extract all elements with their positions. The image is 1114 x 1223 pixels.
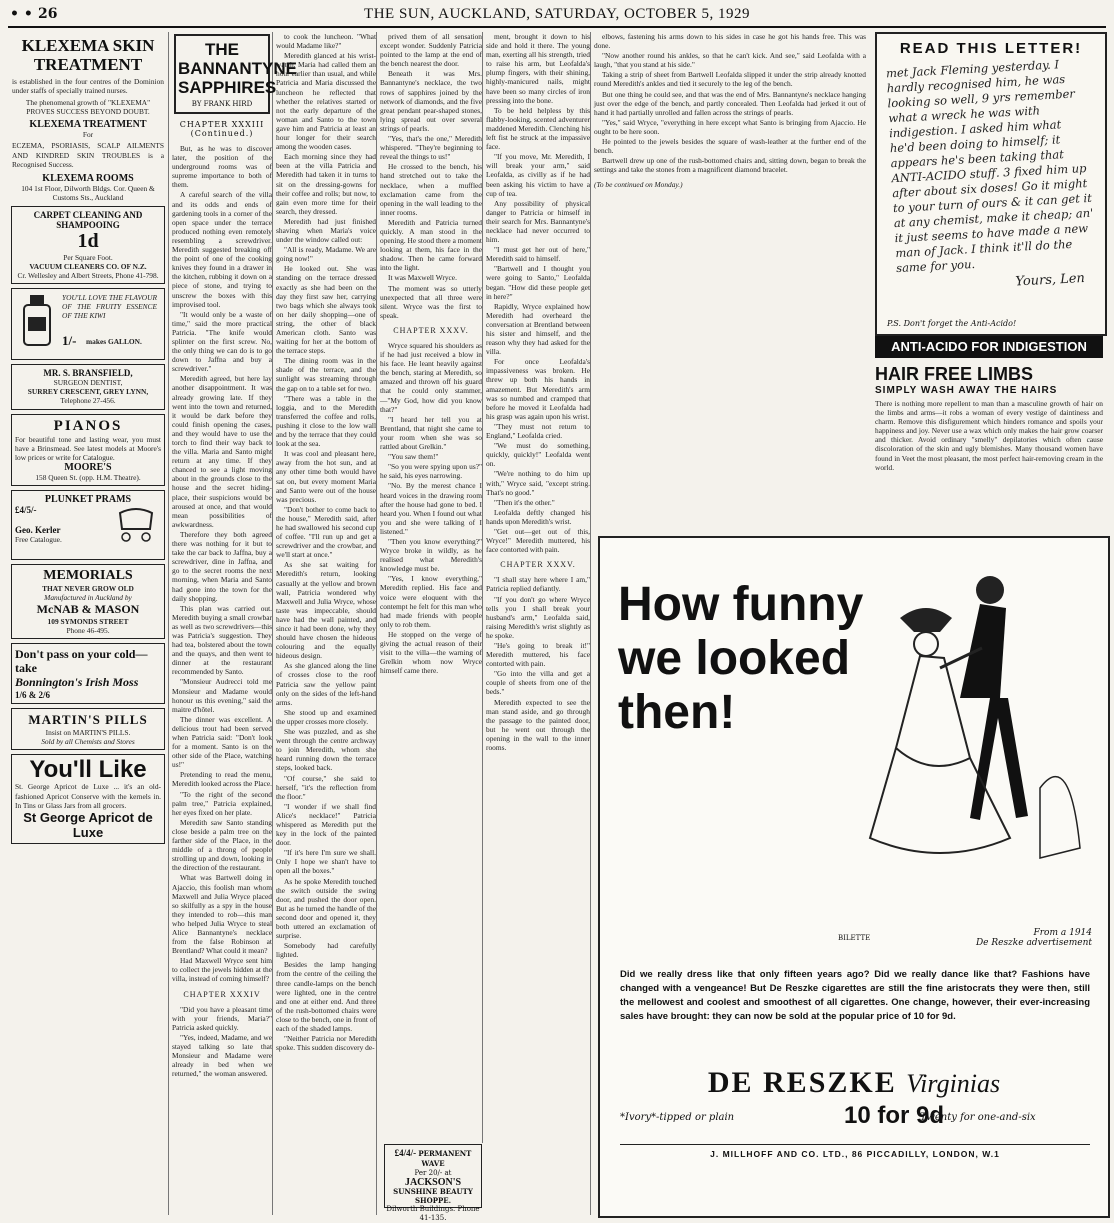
story-text-5 <box>594 32 866 190</box>
paragraph: "Now another round his ankles, so that he can't kick. And see," said Leofalda with a laugh, "that you stand at his side." <box>594 51 866 70</box>
anti-acido-letter-ad <box>875 32 1107 336</box>
ad-copy: Did we really dress like that only fifteen years ago? Did we really dance like that? Fashions have changed with a vengeance! But De Reszke cigarettes are still the fine aristocrats they were then, still the mellowest and coolest and smoothest of all cigarettes. One change, however, their ever-increasing sales have brought: they can now be sold at the popular price of 10 for 9d. <box>620 969 1090 1022</box>
paragraph: "Go into the villa and get a couple of sheets from one of the beds." <box>486 669 590 697</box>
kiwi-bottle-icon <box>18 293 58 349</box>
pianos-ad <box>11 414 165 486</box>
brand-sub: Virginias <box>906 1069 1001 1098</box>
de-reszke-ad <box>598 536 1110 1218</box>
paragraph: Besides the lamp hanging from the centre of the ceiling the three candle-lamps on the bench were lighted, one in the centre and one at either end. And three of the rush-bottomed chairs were close to the bench, one in front of each of the shaded lamps. <box>276 960 376 1034</box>
paragraph: elbows, fastening his arms down to his sides in case he got his hands free. This was done. <box>594 32 866 51</box>
pram-icon <box>114 507 158 543</box>
story-column-2 <box>276 32 377 1215</box>
carpet-ad <box>11 206 165 284</box>
paragraph: Meredith glanced at his wrist-watch. Maria had called them an hour earlier than usual, and while Patricia and Maria discussed the luncheon he reflected that whether the relatives started or not the early departure of the woman and Santo to the town gave him and Patricia at least an hour longer for their search among the wooden cases. <box>276 51 376 152</box>
paragraph: "If you don't go where Wryce tells you I shall break your husband's arm," Leofalda said, raising Meredith's wrist slightly as he spoke. <box>486 594 590 640</box>
story-title-box <box>174 34 297 114</box>
paragraph: "There was a table in the loggia, and to the Meredith transferred the coffee and rolls, pushing it close to the low wall and by the terrace that they could look at the sea. <box>276 393 376 449</box>
story-text-4 <box>486 32 590 752</box>
paragraph: To be held helpless by this flabby-looking, scented adventurer maddened Meredith. Clenching his left fist he struck at the impassive face. <box>486 105 590 152</box>
paragraph: "I must get her out of here," Meredith said to himself. <box>486 245 590 264</box>
paragraph: The dinner was excellent. A delicious trout had been served when Patricia said: "Don't look for a moment. Santo is on the other side of the Place, watching us!" <box>172 714 272 770</box>
paragraph: Somebody had carefully lighted. <box>276 941 376 960</box>
paragraph: Rapidly, Wryce explained how Meredith had overheard the conversation at Brentland between his sister and himself, and the reason why they had asked for the villa. <box>486 301 590 357</box>
dentist-name: MR. S. BRANSFIELD, <box>43 368 133 379</box>
paragraph: "Don't bother to come back to the house," Meredith said, after he had swallowed his second cup of coffee. "I'll run up and get a screwdriver and the crowbar, and we'll start at once." <box>276 504 376 560</box>
story-byline: BY FRANK HIRD <box>191 100 253 108</box>
price-row <box>620 1102 1090 1129</box>
apricot-ad <box>11 754 165 843</box>
paragraph: "You saw them!" <box>388 452 439 462</box>
paragraph: It was Maxwell Wryce. <box>388 273 457 283</box>
martins-title: MARTIN'S PILLS <box>28 712 148 728</box>
dancing-couple-illustration <box>840 548 1100 878</box>
paragraph: Meredith agreed, but here lay another disappointment. It was already growing late. If they went into the town and returned, it would be dark before they could finish opening the cases, and they would have to use the torch to find their way back to the villa. Maria and Santo might return at any time. If they chanced to see a light moving about in the grounds close to the house and the secret hiding-place, their suspicions would be aroused at once, and that would mean possibilities of awkwardness. <box>172 374 272 529</box>
story-column-3 <box>380 32 483 1143</box>
memorials-title: MEMORIALS <box>43 567 133 583</box>
paragraph: It was cool and pleasant here, away from the hot sun, and at any other time both would have sat on, but every moment Maria and Santo were out of the house was precious. <box>276 449 376 504</box>
paragraph: "Yes, indeed, Madame, and we stayed talking so late that Monsieur and Madame were already in bed when we returned," the woman answered. <box>172 1032 272 1079</box>
paragraph: But, as he was to discover later, the position of the underground rooms was of supreme importance to both of them. <box>172 144 272 190</box>
paragraph: This plan was carried out. Meredith buying a small crowbar as well as two screwdrivers—this was Patricia's suggestion. They had tea, bolstered about the town and the quays, and then went to dinner at the restaurant recommended by Santo. <box>172 603 272 677</box>
klexema-subtitle: KLEXEMA TREATMENT <box>29 119 147 131</box>
paragraph: He stopped on the verge of giving the actual reason of their visit to the villa—the warning of Grelkin whom now Wryce himself came there. <box>380 629 482 676</box>
carpet-unit: Per Square Foot. <box>63 252 113 262</box>
pianos-text: For beautiful tone and lasting wear, you must have a Brinsmead. See latest models at Moore's low prices or write for Catalogue. <box>15 434 161 462</box>
memorials-made: Manufactured in Auckland by <box>44 592 132 602</box>
carpet-price: 1d <box>77 229 99 252</box>
paragraph: Each morning since they had been at the villa Patricia and Meredith had taken it in turns to sit on the dressing-gowns for their coffee and rolls; but now, to gain even more time for their search, they dressed. <box>276 152 376 216</box>
plunket-ad <box>11 490 165 560</box>
paragraph: As she sat waiting for Meredith's return, looking casually at the yellow and brown wall, Patricia wondered why Maxwell and Julia Wryce, whose taste was impeccable, should have had the wall painted, and since it had been done, why they should have chosen the hideous colouring and the equally hideous design. <box>276 560 376 661</box>
paragraph: A careful search of the villa and its odds and ends of gardening tools in a corner of the open space under the terrace produced nothing even remotely resembling a screwdriver. Meredith suggested breaking off the point of one of the cooking knives they found in a drawer in the kitchen, rubbing it down on a piece of stone, and trying to unscrew the boxes with this improvised tool. <box>172 190 272 309</box>
hair-title: HAIR FREE LIMBS <box>875 364 1034 384</box>
wave-price: £4/4/- <box>394 1148 417 1158</box>
masthead-title: THE SUN, AUCKLAND, SATURDAY, OCTOBER 5, 1929 <box>364 6 750 22</box>
price-text: 10 for 9d <box>844 1102 945 1129</box>
paragraph: For once Leofalda's impassiveness was broken. He threw up both his hands in amazement. But Meredith's arm was so numbed and cramped that before he moved it Leofalda had his grasp was again upon his wrist. <box>486 357 590 421</box>
paragraph: "He's going to break it!" Meredith muttered, his face contorted with pain. <box>486 641 590 669</box>
chapter-heading: CHAPTER XXXIV <box>183 989 261 999</box>
martins-text: Insist on MARTIN'S PILLS. <box>45 728 131 738</box>
paragraph: "Did you have a pleasant time with your friends, Maria?" Patricia asked quickly. <box>172 1004 272 1032</box>
klexema-rooms: KLEXEMA ROOMS <box>42 172 134 184</box>
caption-line: De Reszke advertisement <box>975 938 1092 948</box>
pianos-brand: MOORE'S <box>64 461 112 473</box>
klexema-for: For <box>82 130 94 140</box>
plunket-free: Free Catalogue. <box>15 534 62 544</box>
paragraph: "So you were spying upon us?" he said, his eyes narrowing. <box>380 462 482 481</box>
paragraph: "Monsieur Audrecci told me Monsieur and Madame would honour us this evening," said the maitre d'hôtel. <box>172 677 272 714</box>
paragraph: She was puzzled, and as she went through the centre archway to join Meredith, whom she heard running down the terrace steps, looked back. <box>276 727 376 773</box>
price-sub: Twenty for one-and-six <box>920 1112 1036 1123</box>
fruity-text: YOU'LL LOVE THE FLAVOUR OF THE FRUITY ESSENCE OF THE KIWI <box>62 293 157 321</box>
story-column-4 <box>486 32 591 1215</box>
paragraph: "Yes, that's the one," Meredith whispered. "They're beginning to reveal the things to us!" <box>380 134 482 162</box>
pianos-title: PIANOS <box>53 417 123 434</box>
paragraph: "They must not return to England," Leofalda cried. <box>486 421 590 441</box>
paragraph: He crossed to the bench, his hand stretched out to take the necklace, when a muffled exclamation came from the opening in the wall leading to the inner rooms. <box>380 162 482 217</box>
paragraph: "No. By the merest chance I heard voices in the drawing room after the house had gone to bed. I heard you. When I found out what you and she were talking of I listened." <box>380 481 482 536</box>
carpet-company: VACUUM CLEANERS CO. OF N.Z. <box>29 262 147 272</box>
memorials-ad <box>11 564 165 639</box>
martins-sold: Sold by all Chemists and Stores <box>41 737 135 747</box>
artist-signature: BILETTE <box>838 934 871 942</box>
pianos-address: 158 Queen St. (opp. H.M. Theatre). <box>35 472 141 482</box>
ad-headline <box>618 578 863 740</box>
paragraph: "All is ready, Madame. We are going now!" <box>276 245 376 264</box>
paragraph: "I shall stay here where I am," Patricia replied defiantly. <box>486 575 590 594</box>
wave-sub: SUNSHINE BEAUTY SHOPPE. <box>393 1187 473 1205</box>
paragraph: "If it's here I'm sure we shall. Only I hope we shan't have to open all the boxes." <box>276 848 376 876</box>
paragraph: "Of course," she said to herself, "it's the reflection from the floor." <box>276 773 376 801</box>
irish-moss-brand: Bonnington's Irish Moss <box>15 675 139 690</box>
paragraph: Pretending to read the menu, Meredith looked across the Place. <box>172 770 272 789</box>
paragraph: Taking a strip of sheet from Bartwell Leofalda slipped it under the strip already knotted round Meredith's ankles and tied it securely to the leg of the bench. <box>594 70 866 89</box>
memorials-address: 109 SYMONDS STREET <box>47 617 129 627</box>
hair-text: There is nothing more repellent to man than a masculine growth of hair on the limbs and arms—it robs a woman of every vestige of daintiness and charm. Remove this disfigurement which hinders romance and spoils your happiness and joy. Never use a wax which only makes the hair grow coarser and thicker. Avoid ordinary "smelly" depilatories which often cause discoloration of the skin and ugly blemishes. Many thousand women have found in Veet the most pleasant, the most perfect hair-removing cream in the world. <box>875 399 1103 472</box>
to-be-continued: (To be continued on Monday.) <box>594 180 683 190</box>
dentist-phone: Telephone 27-456. <box>60 396 116 406</box>
tips-text: *Ivory*-tipped or plain <box>620 1112 735 1123</box>
youll-like-title: You'll Like <box>29 756 147 784</box>
plunket-dealer: Geo. Kerler <box>15 524 61 535</box>
brand-main: DE RESZKE <box>707 1066 897 1099</box>
story-text-2 <box>276 32 376 1052</box>
wave-title: PERMANENT WAVE <box>418 1149 472 1168</box>
klexema-list: ECZEMA, PSORIASIS, SCALP AILMENTS AND KINDRED SKIN TROUBLES is a Recognised Success. <box>12 141 164 169</box>
paragraph: "We're nothing to do him up with," Wryce said, "except string. That's no good." <box>486 469 590 497</box>
story-column-5 <box>594 32 870 532</box>
paragraph: "Bartwell and I thought you were going to Santo," Leofalda began. "How did these people get in here?" <box>486 264 590 301</box>
header-dots: • • <box>10 6 33 22</box>
paragraph: Meredith saw Santo standing close beside a palm tree on the farther side of the Place, in the middle of a throng of people strolling up and down, looking in the direction of the restaurant. <box>172 817 272 873</box>
chapter-heading: CHAPTER XXXV. <box>393 325 469 335</box>
klexema-intro: is established in the four centres of the Dominion under staffs of specially trained nurses. <box>12 77 164 96</box>
paragraph: Wryce squared his shoulders as if he had just received a blow in his face. He leant heavily against the bench, staring at Meredith, so amazed and thrown off his guard that he could only stammer,—"My God, how did you know that?" <box>380 341 482 414</box>
permanent-wave-ad <box>384 1144 482 1222</box>
paragraph: The moment was so utterly unexpected that all three were silent. Wryce was the first to speak. <box>380 283 482 320</box>
paragraph: As she glanced along the line of crosses close to the roof Patricia saw the yellow paint only on the sides of the left-hand arms. <box>276 661 376 707</box>
fruity-tagline: makes GALLON. <box>86 337 142 347</box>
ads-column <box>8 32 169 1215</box>
dentist-address: SURREY CRESCENT, GREY LYNN, <box>27 387 149 397</box>
irish-moss-line1: Don't pass on your cold—take <box>15 647 148 676</box>
paragraph: Meredith expected to see the man stand aside, and go through the passage to the painted door, but he went out through the opening in the wall to the inner rooms. <box>486 697 590 753</box>
paragraph: "Get out—get out of this, Wryce!" Meredith muttered, his face contorted with pain. <box>486 526 590 555</box>
paragraph: "To the right of the second palm tree," Patricia explained, her eyes fixed on her plate. <box>172 789 272 817</box>
paragraph: Had Maxwell Wryce sent him to collect the jewels hidden at the villa, instead of coming himself? <box>172 956 272 984</box>
paragraph: The dining room was in the shade of the terrace, and the sunlight was streaming through the gap on to a table set for two. <box>276 356 376 393</box>
paragraph: As he spoke Meredith touched the switch outside the swing door, and pushed the door open. But as he turned the handle of the second door and opened it, they both uttered an exclamation of surprise. <box>276 876 376 941</box>
paragraph: She stood up and examined the upper crosses more closely. <box>276 707 376 726</box>
chapter-heading: CHAPTER XXXV. <box>500 560 576 570</box>
letter-signoff: Yours, Len <box>1015 270 1086 290</box>
memorials-phone: Phone 46-495. <box>66 626 110 636</box>
letter-title: READ THIS LETTER! <box>899 40 1083 57</box>
klexema-title: KLEXEMA SKIN TREATMENT <box>21 36 155 74</box>
paragraph: "Then you know everything?" Wryce broke in wildly, as he realised what Meredith's knowledge must be. <box>380 536 482 574</box>
story-title: THE BANNANTYNE SAPPHIRES <box>178 40 297 97</box>
paragraph: He looked out. She was standing on the terrace dressed exactly as she had been on the day they first saw her, carrying two bags which she always took on her daily shopping—one of string, the other of black American cloth. Santo was waiting for her at the bottom of the terrace steps. <box>276 264 376 356</box>
paragraph: Therefore they both agreed there was nothing for it but to take the car back to Jaffna, buy a screwdriver, dine in Jaffna, and go to the secret rooms the next morning, when Maria and Santo had gone into the town for the daily shopping. <box>172 529 272 603</box>
dentist-role: SURGEON DENTIST, <box>53 378 123 388</box>
memorials-subtitle: THAT NEVER GROW OLD <box>42 583 134 593</box>
letter-body: met Jack Fleming yesterday. I hardly recognised him, he was looking so well, 9 yrs remember what a wreck he was with indigestion. I asked him what he'd been doing to himself; it appears he's been taking that ANTI-ACIDO stuff. 3 fixed him up after about six doses! Go it might to your turn of ours & it can get it at any chemist, make it cheap; an' it just seems to have made a new man of Jack. I think it'll do the same for you. <box>885 57 1094 276</box>
paragraph: Meredith had just finished shaving when Maria's voice under the window called out: <box>276 216 376 245</box>
paragraph: prived them of all sensation except wonder. Suddenly Patricia pointed to the lamp at the end of the bench nearest the door. <box>380 32 482 69</box>
paragraph: Leofalda deftly changed his hands upon Meredith's wrist. <box>486 507 590 526</box>
dentist-ad <box>11 364 165 409</box>
fruity-essence-ad <box>11 288 165 360</box>
paragraph: "Neither Patricia nor Meredith spoke. This sudden discovery de- <box>276 1034 376 1053</box>
carpet-address: Cr. Wellesley and Albert Streets, Phone 41-798. <box>17 271 159 281</box>
hair-free-ad <box>875 364 1103 472</box>
anti-acido-banner: ANTI-ACIDO FOR INDIGESTION <box>875 336 1103 358</box>
paragraph: "Yes," said Wryce, "everything in here except what Santo is bringing from Ajaccio. He ought to be here soon. <box>594 117 866 136</box>
youll-like-text: St. George Apricot de Luxe ... it's an old-fashioned Apricot Conserve with the kernels in. In Tins or Glass Jars from all grocers. <box>15 782 161 810</box>
plunket-title: PLUNKET PRAMS <box>44 493 132 505</box>
story-text-3 <box>380 32 482 675</box>
brand-name <box>600 1066 1108 1100</box>
carpet-title: CARPET CLEANING AND SHAMPOOING <box>33 209 143 230</box>
story-column-1 <box>172 32 297 1215</box>
wave-shop: JACKSON'S <box>404 1177 462 1188</box>
hair-subtitle: SIMPLY WASH AWAY THE HAIRS <box>875 385 1058 396</box>
paragraph: "Yes, I know everything," Meredith replied. His face and voice were eloquent with the contempt he felt for this man who had made friends with people only to rob them. <box>380 574 482 629</box>
apricot-brand: St George Apricot de Luxe <box>23 809 153 840</box>
paragraph: He pointed to the jewels besides the square of wash-leather at the further end of the bench. <box>594 137 866 156</box>
wave-per: Per 20/- at <box>414 1169 452 1177</box>
martins-pills-ad <box>11 708 165 750</box>
paragraph: ment, brought it down to his side and hold it there. The young man, exerting all his strength, tried to raise his arm, but Leofalda's plump fingers, with their shining, highly-manicured nails, might have been so many circles of iron pressing into the bone. <box>486 32 590 105</box>
page-number: 26 <box>38 6 58 22</box>
klexema-success: The phenomenal growth of "KLEXEMA" PROVES SUCCESS BEYOND DOUBT. <box>25 98 151 117</box>
headline-line: then! <box>618 686 736 739</box>
page-header <box>8 4 1106 28</box>
paragraph: Bartwell drew up one of the rush-bottomed chairs and, sitting down, began to break the settings and take the stones from a magnificent diamond bracelet. <box>594 156 866 175</box>
paragraph: Any possibility of physical danger to Patricia or himself in their search for Mrs. Bannantyne's necklace had never occurred to him. <box>486 198 590 245</box>
paragraph: "Then it's the other." <box>494 497 555 507</box>
ad-caption <box>942 928 1092 948</box>
letter-ps: P.S. Don't forget the Anti-Acido! <box>887 319 1017 328</box>
plunket-price: £4/5/- <box>15 504 37 515</box>
paragraph: "If you move, Mr. Meredith, I will break your arm," said Leofalda, as civilly as if he had been asking his victim to have a cup of tea. <box>486 152 590 198</box>
paragraph: What was Bartwell doing in Ajaccio, this foolish man whom Maxwell and Julia Wryce placed so skilfully as a spy in the house they intended to rob—this man who helped Julia Wryce to steal Alice Bannantyne's necklace from the false Robinson at Brentland? What could it mean? <box>172 873 272 956</box>
klexema-address: 104 1st Floor, Dilworth Bldgs. Cor. Queen & Customs Sts., Auckland <box>21 183 155 202</box>
wave-address: Dilworth Buildings. Phone 41-135. <box>386 1205 480 1222</box>
memorials-firm: McNAB & MASON <box>36 602 140 617</box>
chapter-heading: CHAPTER XXXIII (Continued.) <box>179 120 265 138</box>
irish-moss-ad <box>11 643 165 704</box>
headline-line: How funny <box>618 578 864 631</box>
paragraph: "I heard her tell you at Brentland, that night she came to your room when she was so rattled about Grelkin." <box>380 414 482 452</box>
paragraph: Beneath it was Mrs. Bannantyne's necklace, the two rows of sapphires joined by the network of diamonds, and the five great pendant pear-shaped stones, lying spread out over several strings of pearls. <box>380 69 482 133</box>
paragraph: "It would only be a waste of time," said the more practical Patricia. "The knife would splinter on the first screw. No, the only thing we can do is to go down to Jaffna and buy a screwdriver." <box>172 309 272 374</box>
ad-footer: J. MILLHOFF AND CO. LTD., 86 PICCADILLY, LONDON, W.1 <box>620 1144 1090 1159</box>
caption-line: From a 1914 <box>1033 928 1092 938</box>
paragraph: But one thing he could see, and that was the end of Mrs. Bannantyne's necklace hanging just over the edge of the bench, and partly concealed. Then Leofalda had jerked it out of hand it had partially unrolled and fallen across the strings of pearls. <box>594 89 866 117</box>
story-text-1 <box>172 144 272 1078</box>
headline-line: we looked <box>618 632 851 685</box>
irish-moss-price: 1/6 & 2/6 <box>15 690 50 701</box>
paragraph: to cook the luncheon. "What would Madame like?" <box>276 32 376 51</box>
paragraph: "We must do something, quickly, quickly!" Leofalda went on. <box>486 441 590 469</box>
paragraph: "I wonder if we shall find Alice's necklace!" Patricia whispered as Meredith put the key in the lock of the painted door. <box>276 801 376 848</box>
fruity-price: 1/- <box>62 333 77 349</box>
paragraph: Meredith and Patricia turned quickly. A man stood in the opening. He stood there a moment looking at them, his face in the shadow. Then he came forward into the light. <box>380 217 482 273</box>
